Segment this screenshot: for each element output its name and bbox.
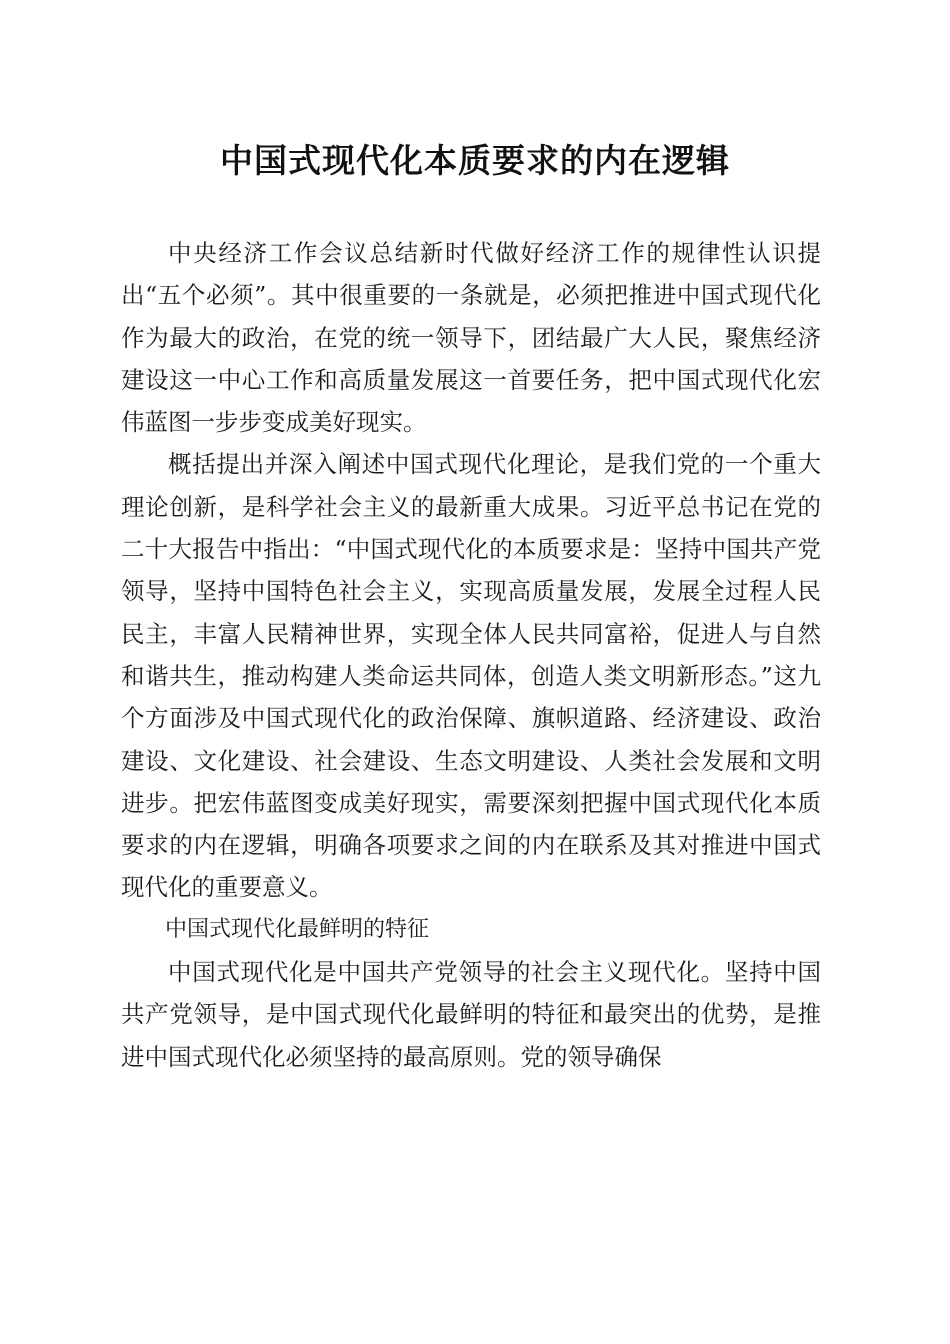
document-body (121, 232, 821, 1078)
paragraph-theory: 概括提出并深入阐述中国式现代化理论，是我们党的一个重大理论创新，是科学社会主义的最新重大成果。习近平总书记在党的二十大报告中指出：“中国式现代化的本质要求是：坚持中国共产党领导，坚持中国特色社会主义，实现高质量发展，发展全过程人民民主，丰富人民精神世界，实现全体人民共同富裕，促进人与自然和谐共生，推动构建人类命运共同体，创造人类文明新形态。”这九个方面涉及中国式现代化的政治保障、旗帜道路、经济建设、政治建设、文化建设、社会建设、生态文明建设、人类社会发展和文明进步。把宏伟蓝图变成美好现实，需要深刻把握中国式现代化本质要求的内在逻辑，明确各项要求之间的内在联系及其对推进中国式现代化的重要意义。 (121, 450, 821, 902)
paragraph-intro: 中央经济工作会议总结新时代做好经济工作的规律性认识提出“五个必须”。其中很重要的一条就是，必须把推进中国式现代化作为最大的政治，在党的统一领导下，团结最广大人民，聚焦经济建设这一中心工作和高质量发展这一首要任务，把中国式现代化宏伟蓝图一步步变成美好现实。 (121, 239, 821, 437)
document-title: 中国式现代化本质要求的内在逻辑 (220, 141, 730, 180)
paragraph-leadership: 中国式现代化是中国共产党领导的社会主义现代化。坚持中国共产党领导，是中国式现代化最鲜明的特征和最突出的优势，是推进中国式现代化必须坚持的最高原则。党的领导确保 (121, 958, 821, 1071)
section-subheading: 中国式现代化最鲜明的特征 (165, 916, 430, 942)
